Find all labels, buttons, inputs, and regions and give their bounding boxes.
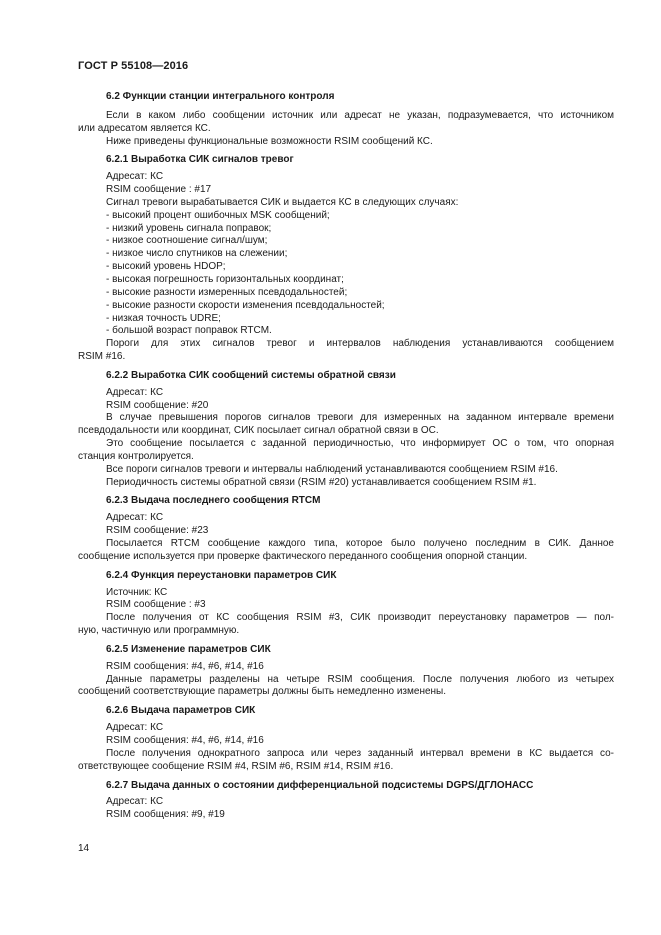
rsim-message-line: RSIM сообщение : #3 [106,599,206,611]
rsim-message-line: RSIM сообщения: #9, #19 [106,809,225,821]
paragraph: RSIM #16. [78,351,126,363]
list-item: - высокие разности измеренных псевдодальностей; [106,286,348,298]
paragraph: Это сообщение посылается с заданной периодичностью, что информирует ОС о том, что опорная [106,438,614,450]
list-item: - большой возраст поправок RTCM. [106,325,272,337]
paragraph: станция контролируется. [78,450,194,462]
paragraph: Данные параметры разделены на четыре RSIM сообщения. После получения любого из четырех [106,673,614,685]
paragraph: или адресатом является КС. [78,122,211,134]
list-item: - низкий уровень сигнала поправок; [106,222,272,234]
paragraph: ную, частичную или программную. [78,625,240,637]
list-item: - низкое число спутников на слежении; [106,248,288,260]
section-6-2-7-title: 6.2.7 Выдача данных о состоянии дифференциальной подсистемы DGPS/ДГЛОНАСС [106,779,534,791]
rsim-message-line: RSIM сообщение : #17 [106,184,212,196]
page-header: ГОСТ Р 55108—2016 [78,60,189,72]
paragraph: Периодичность системы обратной связи (RSIM #20) устанавливается сообщением RSIM #1. [106,476,537,488]
page-content [78,91,614,822]
addressee-line: Адресат: КС [106,386,164,398]
paragraph: После получения от КС сообщения RSIM #3, СИК производит переустановку параметров — пол- [106,612,614,624]
paragraph: ответствующее сообщение RSIM #4, RSIM #6, RSIM #14, RSIM #16. [78,760,394,772]
addressee-line: Адресат: КС [106,171,164,183]
rsim-message-line: RSIM сообщения: #4, #6, #14, #16 [106,734,264,746]
paragraph: Ниже приведены функциональные возможности RSIM сообщений КС. [106,135,433,147]
section-6-2-2-title: 6.2.2 Выработка СИК сообщений системы обратной связи [106,369,396,381]
list-item: - низкая точность UDRE; [106,312,221,324]
list-item: - высокая погрешность горизонтальных координат; [106,273,344,285]
addressee-line: Адресат: КС [106,796,164,808]
paragraph: сообщений соответствующие параметры должны быть немедленно изменены. [78,686,447,698]
addressee-line: Адресат: КС [106,512,164,524]
section-6-2-5-title: 6.2.5 Изменение параметров СИК [106,643,271,655]
section-6-2-1-title: 6.2.1 Выработка СИК сигналов тревог [106,154,294,166]
section-6-2-6-title: 6.2.6 Выдача параметров СИК [106,705,256,717]
rsim-message-line: RSIM сообщение: #23 [106,525,209,537]
paragraph: Если в каком либо сообщении источник или адресат не указан, подразумевается, что источником [106,109,614,121]
section-6-2-4-title: 6.2.4 Функция переустановки параметров СИК [106,569,337,581]
paragraph: сообщение используется при проверке фактического переданного сообщения опорной станции. [78,550,528,562]
list-item: - высокие разности скорости изменения псевдодальностей; [106,299,385,311]
list-item: - низкое соотношение сигнал/шум; [106,235,268,247]
source-line: Источник: КС [106,586,168,598]
paragraph: В случае превышения порогов сигналов тревоги для измеренных на заданном интервале времени [106,412,614,424]
rsim-message-line: RSIM сообщение: #20 [106,399,209,411]
addressee-line: Адресат: КС [106,722,164,734]
paragraph: Посылается RTCM сообщение каждого типа, которое было получено последним в СИК. Данное [106,538,614,549]
section-6-2-title: 6.2 Функции станции интегрального контроля [106,91,335,102]
paragraph: псевдодальности или координат, СИК посылает сигнал обратной связи в ОС. [78,425,439,437]
paragraph: Пороги для этих сигналов тревог и интервалов наблюдения устанавливаются сообщением [106,338,614,350]
paragraph: Все пороги сигналов тревоги и интервалы наблюдений устанавливаются сообщением RSIM #16. [106,463,558,475]
section-6-2-3-title: 6.2.3 Выдача последнего сообщения RTCM [106,495,321,507]
list-item: - высокий уровень HDOP; [106,261,226,273]
paragraph: Сигнал тревоги вырабатывается СИК и выдается КС в следующих случаях: [106,196,459,208]
rsim-message-line: RSIM сообщения: #4, #6, #14, #16 [106,660,264,672]
paragraph: После получения однократного запроса или через заданный интервал времени в КС выдается со- [106,747,614,759]
list-item: - высокий процент ошибочных MSK сообщений; [106,209,330,221]
page-number: 14 [78,843,90,854]
